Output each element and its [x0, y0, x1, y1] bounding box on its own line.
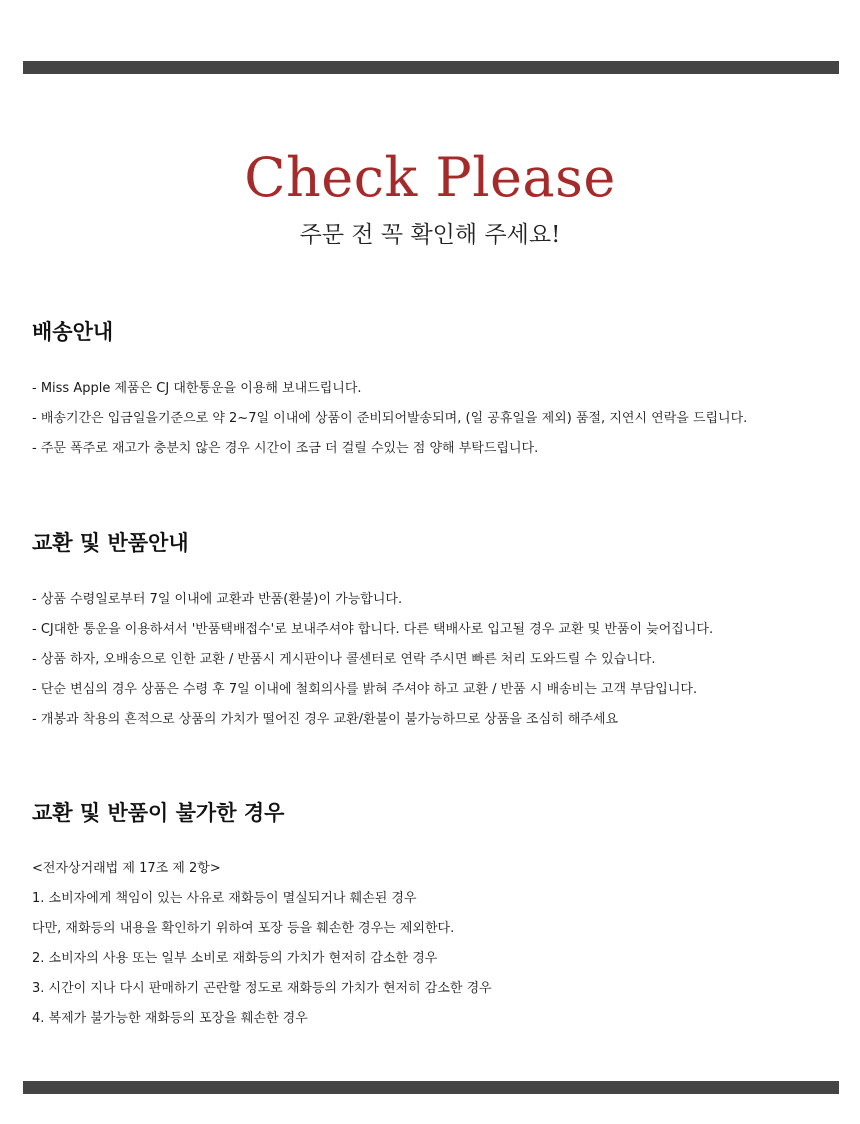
list-item: - Miss Apple 제품은 CJ 대한통운을 이용해 보내드립니다.: [32, 381, 362, 396]
list-item: 다만, 재화등의 내용을 확인하기 위하여 포장 등을 훼손한 경우는 제외한다.: [32, 921, 455, 936]
list-item: - 개봉과 착용의 흔적으로 상품의 가치가 떨어진 경우 교환/환불이 불가능하므로 상품을 조심히 해주세요: [32, 712, 619, 727]
page-subtitle: 주문 전 꼭 확인해 주세요!: [299, 222, 561, 248]
list-item: <전자상거래법 제 17조 제 2항>: [32, 861, 221, 876]
list-item: - 단순 변심의 경우 상품은 수령 후 7일 이내에 철회의사를 밝혀 주셔야 하고 교환 / 반품 시 배송비는 고객 부담입니다.: [32, 682, 698, 697]
exchange-heading: 교환 및 반품안내: [32, 531, 189, 555]
list-item: - 배송기간은 입금일을기준으로 약 2~7일 이내에 상품이 준비되어발송되며, (일 공휴일을 제외) 품절, 지연시 연락을 드립니다.: [32, 411, 748, 426]
delivery-list: [32, 374, 832, 464]
list-item: - 주문 폭주로 재고가 충분치 않은 경우 시간이 조금 더 걸릴 수있는 점 양해 부탁드립니다.: [32, 441, 539, 456]
list-item: 2. 소비자의 사용 또는 일부 소비로 재화등의 가치가 현저히 감소한 경우: [32, 951, 438, 966]
no-exchange-section: [32, 798, 832, 1034]
list-item: - 상품 하자, 오배송으로 인한 교환 / 반품시 게시판이나 콜센터로 연락 주시면 빠른 처리 도와드릴 수 있습니다.: [32, 652, 656, 667]
list-item: - 상품 수령일로부터 7일 이내에 교환과 반품(환불)이 가능합니다.: [32, 592, 403, 607]
exchange-return-section: [32, 528, 832, 735]
page-title: Check Please: [244, 146, 616, 209]
top-divider-bar: [23, 61, 839, 74]
no-exchange-list: [32, 854, 832, 1034]
exchange-list: [32, 585, 832, 735]
list-item: 3. 시간이 지나 다시 판매하기 곤란할 정도로 재화등의 가치가 현저히 감소한 경우: [32, 981, 492, 996]
list-item: - CJ대한 통운을 이용하셔서 '반품택배접수'로 보내주셔야 합니다. 다른 택배사로 입고될 경우 교환 및 반품이 늦어집니다.: [32, 622, 714, 637]
list-item: 4. 복제가 불가능한 재화등의 포장을 훼손한 경우: [32, 1011, 308, 1026]
delivery-heading: 배송안내: [32, 320, 114, 344]
bottom-divider-bar: [23, 1081, 839, 1094]
no-exchange-heading: 교환 및 반품이 불가한 경우: [32, 801, 285, 825]
delivery-info-section: [32, 317, 832, 464]
list-item: 1. 소비자에게 책임이 있는 사유로 재화등이 멸실되거나 훼손된 경우: [32, 891, 417, 906]
